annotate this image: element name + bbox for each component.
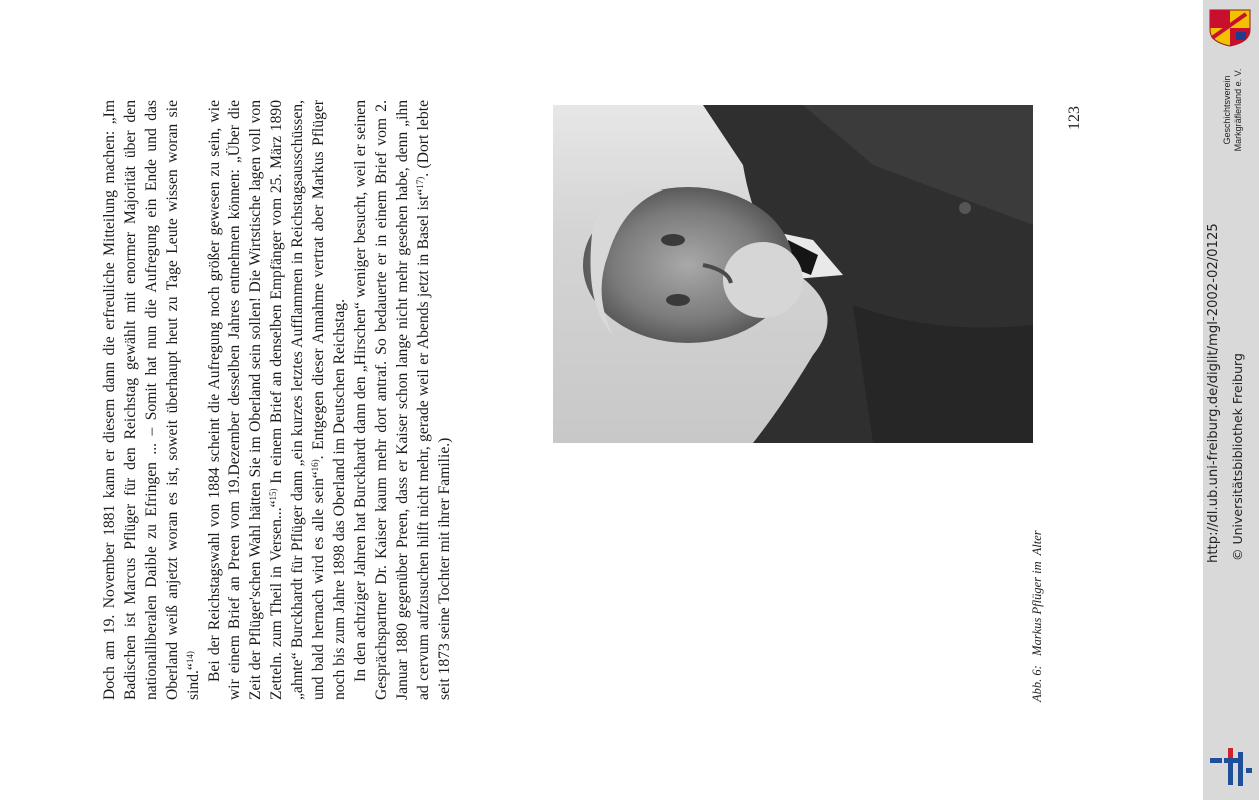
portrait-image xyxy=(553,105,1033,443)
body-text xyxy=(100,100,520,700)
coat-of-arms-icon xyxy=(1206,8,1254,48)
page-number: 123 xyxy=(1066,106,1083,130)
footnote-ref-17: 17) xyxy=(414,176,425,189)
portrait-photo xyxy=(553,105,1033,443)
footnote-ref-16: 16) xyxy=(310,459,321,472)
footnote-ref-15: 15) xyxy=(268,488,279,501)
verein-name: Geschichtsverein xyxy=(1222,75,1232,145)
figure-caption: Abb. 6: Markus Pflüger im Alter xyxy=(1030,530,1044,702)
permalink-url[interactable]: http://dl.ub.uni-freiburg.de/diglit/mgl-2002-02/0125 xyxy=(1206,223,1221,563)
footnote-ref-14: 14) xyxy=(184,651,195,664)
copyright-notice: © Universitätsbibliothek Freiburg xyxy=(1230,353,1245,561)
ub-freiburg-logo-icon xyxy=(1210,748,1256,790)
verein-region: Markgräflerland e. V. xyxy=(1233,68,1243,152)
paragraph-3: In den achtziger Jahren hat Burckhardt dann den „Hirschen“ weniger besucht, weil er seinen Gesprächspartner Dr. Kaiser kaum mehr dort antraf. So bedauerte er in einem Brief vom 2. Januar 1880 gegenüber Preen, dass er Kaiser schon lange nicht mehr gesehen habe, denn „ihn ad cervum aufzusuchen hilft nicht mehr, gerade weil er Abends jetzt in Basel ist“$^{17)}$. (Dort lebte seit 1873 seine Tochter mit ihrer Familie.) xyxy=(351,100,453,700)
paragraph-1: Doch am 19. November 1881 kann er diesem dann die erfreuliche Mitteilung machen: „Im Badischen ist Marcus Pflüger für den Reichstag gewählt mit enormer Majorität über den nationalliberalen Daible zu Efringen ... – Somit hat nun die Aufregung ein Ende und das Oberland weiß anjetzt woran es ist, soweit überhaupt heut zu Tage Leute wissen woran sie sind.“$^{14)}$ xyxy=(101,100,202,700)
paragraph-2: Bei der Reichstagswahl von 1884 scheint die Aufregung noch größer gewesen zu sein, wie wir einem Brief an Preen vom 19.Dezember desselben Jahres entnehmen können: „Über die Zeit der Pflüger'schen Wahl hätten Sie im Oberland sein sollen! Die Wirtstische lagen voll von Zetteln. zum Theil in Versen...“$^{15)}$ In einem Brief an denselben Empfänger vom 25. März 1890 „ahnte“ Burckhardt für Pflüger dann „ein kurzes letztes Aufflammen in Reichstagsausschüssen, und bald hernach wird es alle sein“$^{16)}$. Entgegen dieser Annahme vertrat aber Markus Pflüger noch bis zum Jahre 1898 das Oberland im Deutschen Reichstag. xyxy=(205,100,348,700)
verein-label xyxy=(1222,60,1246,160)
